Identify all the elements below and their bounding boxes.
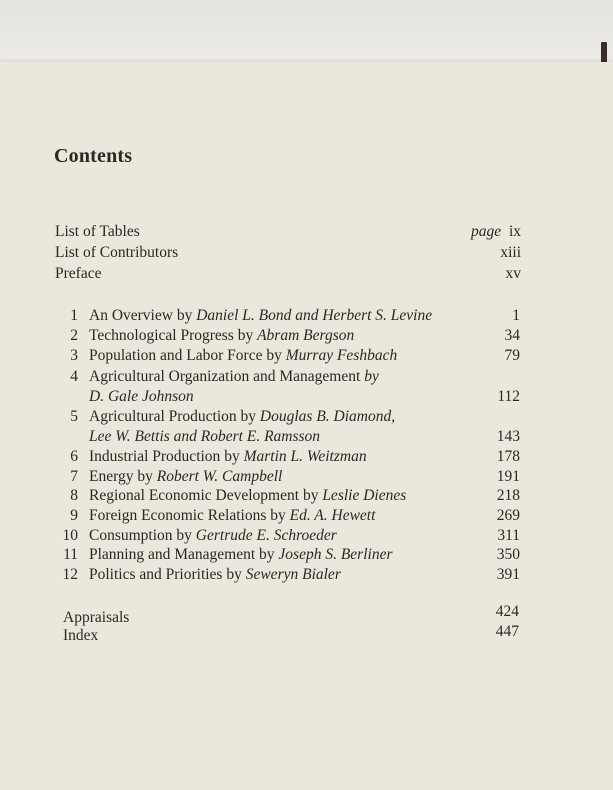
chapter-number: 2	[70, 327, 78, 344]
chapter-author: D. Gale Johnson	[89, 388, 194, 405]
chapter-author: Gertrude E. Schroeder	[195, 527, 337, 544]
entry-page: xiii	[500, 244, 521, 261]
chapter-number: 5	[70, 408, 78, 425]
chapter-author: Robert W. Campbell	[156, 468, 283, 485]
entry-title: Preface	[55, 265, 102, 282]
chapter-number: 12	[62, 566, 78, 583]
chapter-author: Ed. A. Hewett	[289, 507, 376, 524]
background-surface	[0, 0, 613, 64]
chapter-author: Daniel L. Bond and Herbert S. Levine	[196, 307, 433, 324]
chapter-page: 1	[512, 307, 520, 324]
chapter-author: Leslie Dienes	[322, 487, 407, 504]
entry-title: Appraisals	[63, 609, 130, 626]
entry-title: Index	[63, 627, 99, 644]
chapter-author: Martin L. Weitzman	[243, 448, 367, 465]
book-spine-edge	[601, 42, 607, 64]
chapter-number: 8	[70, 487, 78, 504]
entry-title: List of Tables	[55, 223, 140, 240]
entry-page: 447	[495, 623, 519, 640]
contents-heading: Contents	[54, 145, 133, 167]
chapter-number: 6	[70, 448, 78, 465]
chapter-page: 79	[504, 347, 520, 364]
chapter-page: 391	[496, 566, 520, 583]
chapter-number: 1	[70, 307, 78, 324]
entry-page: xv	[505, 265, 521, 282]
chapter-author: Lee W. Bettis and Robert E. Ramsson	[89, 428, 321, 445]
chapter-author: Seweryn Bialer	[245, 566, 341, 583]
chapter-title: Planning and Management by Joseph S. Berliner	[89, 546, 393, 563]
chapter-page: 311	[497, 527, 520, 544]
chapter-page: 218	[496, 487, 520, 504]
chapter-title: Agricultural Production by Douglas B. Diamond,	[89, 408, 396, 425]
chapter-title: Politics and Priorities by Seweryn Bialer	[89, 566, 341, 583]
chapter-title: Consumption by Gertrude E. Schroeder	[89, 527, 337, 544]
chapter-number: 11	[63, 546, 78, 563]
chapter-title: Energy by Robert W. Campbell	[89, 468, 283, 485]
chapter-page: 178	[496, 448, 520, 465]
chapter-author: Douglas B. Diamond,	[259, 408, 396, 425]
chapter-title: Foreign Economic Relations by Ed. A. Hewett	[89, 507, 376, 524]
chapter-page: 269	[496, 507, 520, 524]
chapter-title: Agricultural Organization and Management by	[89, 368, 379, 385]
chapter-title: Industrial Production by Martin L. Weitzman	[89, 448, 367, 465]
chapter-title: An Overview by Daniel L. Bond and Herbert S. Levine	[89, 307, 433, 324]
chapter-number: 9	[70, 507, 78, 524]
chapter-page: 112	[497, 388, 520, 405]
entry-title: List of Contributors	[55, 244, 179, 261]
chapter-number: 7	[70, 468, 78, 485]
chapter-title: Technological Progress by Abram Bergson	[89, 327, 355, 344]
chapter-number: 10	[62, 527, 78, 544]
chapter-page: 191	[496, 468, 520, 485]
chapter-number: 3	[70, 347, 78, 364]
chapter-page: 143	[496, 428, 520, 445]
chapter-title: Population and Labor Force by Murray Feshbach	[89, 347, 398, 364]
entry-page: 424	[495, 603, 519, 620]
chapter-author: Joseph S. Berliner	[278, 546, 393, 563]
chapter-author: Abram Bergson	[257, 327, 355, 344]
chapter-author: Murray Feshbach	[285, 347, 398, 364]
chapter-page: 34	[504, 327, 520, 344]
page-number: ix	[508, 223, 521, 240]
page-label: page	[471, 223, 502, 240]
chapter-title: Regional Economic Development by Leslie Dienes	[89, 487, 407, 504]
chapter-number: 4	[70, 368, 78, 385]
chapter-page: 350	[496, 546, 520, 563]
entry-page	[471, 222, 521, 242]
